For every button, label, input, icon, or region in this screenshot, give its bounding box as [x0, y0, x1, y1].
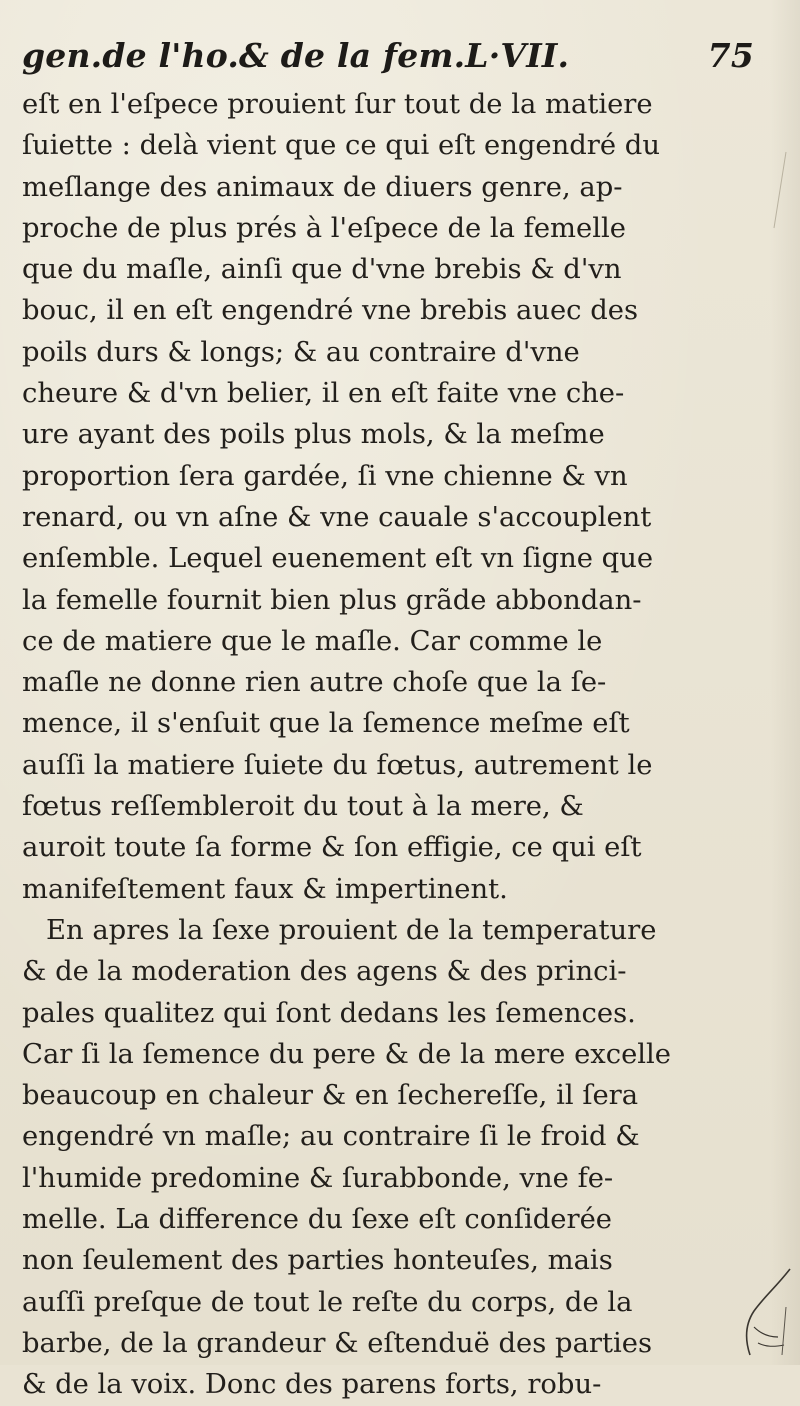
text-line: proche de plus prés à l'eſpece de la femelle	[22, 212, 626, 244]
text-line: beaucoup en chaleur & en ſechereſſe, il ſera	[22, 1080, 639, 1112]
text-line: auroit toute ſa forme & ſon effigie, ce qui eſt	[22, 832, 642, 864]
margin-mark	[770, 150, 790, 230]
paragraph-start-line: En apres la ſexe prouient de la temperature	[46, 914, 657, 946]
text-line: auſſi la matiere ſuiete du fœtus, autrement le	[22, 749, 653, 781]
text-line: maſle ne donne rien autre choſe que la ſe-	[22, 667, 607, 699]
text-line: pales qualitez qui ſont dedans les ſemences.	[22, 997, 636, 1029]
text-line: ſuiette : delà vient que ce qui eſt engendré du	[22, 130, 660, 162]
text-line: & de la voix. Donc des parens forts, robu-	[22, 1369, 602, 1401]
text-line: meſlange des animaux de diuers genre, ap-	[22, 171, 623, 203]
text-line: Car ſi la ſemence du pere & de la mere excelle	[22, 1038, 672, 1070]
text-line: renard, ou vn aſne & vne cauale s'accouplent	[22, 501, 652, 533]
text-line: & de la moderation des agens & des princi-	[22, 956, 627, 988]
text-line: ce de matiere que le maſle. Car comme le	[22, 625, 603, 657]
running-title: gen.de l'ho.& de la fem.L·VII.	[22, 36, 570, 75]
text-line: fœtus reſſembleroit du tout à la mere, &	[22, 791, 584, 823]
text-line: engendré vn maſle; au contraire ſi le froid &	[22, 1121, 640, 1153]
text-line: manifeſtement faux & impertinent.	[22, 873, 508, 905]
page-number: 75	[707, 36, 754, 75]
corner-curl-mark	[724, 1267, 794, 1357]
text-line: poils durs & longs; & au contraire d'vne	[22, 336, 580, 368]
text-line: la femelle fournit bien plus grãde abbondan-	[22, 584, 642, 616]
text-line: bouc, il en eſt engendré vne brebis auec des	[22, 295, 638, 327]
text-line: eſt en l'eſpece prouient ſur tout de la matiere	[22, 89, 653, 120]
text-line: proportion ſera gardée, ſi vne chienne & vn	[22, 460, 628, 492]
text-line: barbe, de la grandeur & eſtenduë des parties	[22, 1327, 653, 1359]
text-line: mence, il s'enſuit que la ſemence meſme eſt	[22, 708, 630, 740]
text-line: ure ayant des poils plus mols, & la meſme	[22, 419, 605, 451]
text-line: non ſeulement des parties honteuſes, mais	[22, 1245, 613, 1277]
text-line: que du maſle, ainſi que d'vne brebis & d'vn	[22, 254, 622, 286]
text-line: l'humide predomine & ſurabbonde, vne fe-	[22, 1162, 614, 1194]
text-line: enſemble. Lequel euenement eſt vn ſigne que	[22, 543, 654, 575]
text-line: cheure & d'vn belier, il en eſt faite vne che-	[22, 378, 625, 410]
text-line: melle. La difference du ſexe eſt conſiderée	[22, 1204, 612, 1236]
body-text	[22, 84, 774, 1406]
text-line: auſſi preſque de tout le reſte du corps, de la	[22, 1286, 633, 1318]
